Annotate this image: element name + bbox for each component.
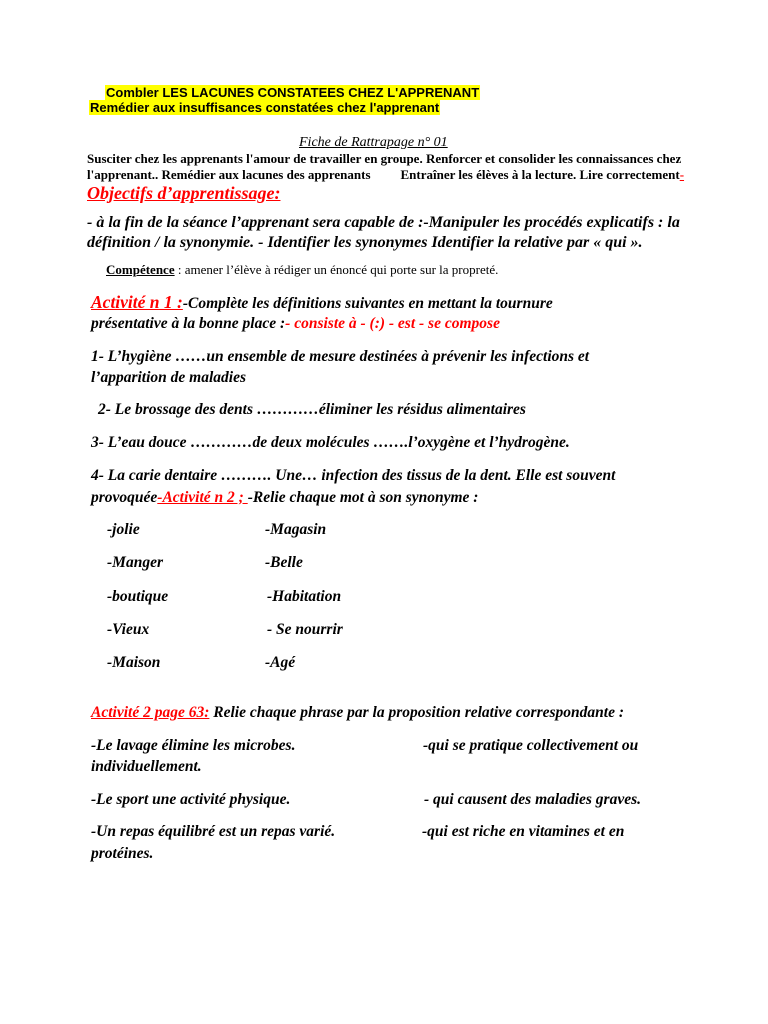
activite1-instruction-2: présentative à la bonne place :- consiste à - (:) - est - se compose <box>91 315 500 332</box>
synonym-left-3: -boutique <box>107 588 169 605</box>
objectifs-line-2: définition / la synonymie. - Identifier les synonymes Identifier la relative par « qui ». <box>87 234 643 251</box>
relative-right-2: - qui causent des maladies graves. <box>424 791 641 808</box>
activite1-options: - consiste à - (:) - est - se compose <box>285 315 500 332</box>
objectifs-line-1: - à la fin de la séance l’apprenant sera capable de :-Manipuler les procédés explicatifs : la <box>87 214 680 231</box>
activite1-item-4-cont: provoquée-Activité n 2 ; -Relie chaque mot à son synonyme : <box>91 489 479 506</box>
header-line-2: Remédier aux insuffisances constatées chez l'apprenant <box>90 100 440 115</box>
activite1-item-2: 2- Le brossage des dents …………éliminer les résidus alimentaires <box>98 401 526 418</box>
competence-label: Compétence <box>106 262 175 277</box>
activite2-instruction: -Relie chaque mot à son synonyme : <box>247 489 479 506</box>
competence-text: : amener l’élève à rédiger un énoncé qui porte sur la propreté. <box>174 262 499 277</box>
activite3-heading <box>91 703 624 723</box>
activite1-item-4: 4- La carie dentaire ………. Une… infection des tissus de la dent. Elle est souvent <box>91 467 616 484</box>
relative-right-1-cont: individuellement. <box>91 758 202 775</box>
competence <box>106 261 498 278</box>
activite1-item-1-cont: l’apparition de maladies <box>91 369 246 386</box>
synonym-right-1: -Magasin <box>265 521 327 538</box>
synonym-left-4: -Vieux <box>107 621 150 638</box>
activite1-item-3: 3- L’eau douce …………de deux molécules …….l’oxygène et l’hydrogène. <box>91 434 570 451</box>
activite1-label: Activité n 1 : <box>91 292 183 312</box>
intro-line-2: l'apprenant.. Remédier aux lacunes des apprenants Entraîner les élèves à la lecture. Lire correctement- <box>87 167 685 182</box>
synonym-right-5: -Agé <box>265 654 296 671</box>
relative-right-3-cont: protéines. <box>91 845 154 862</box>
synonym-right-3: -Habitation <box>267 588 342 605</box>
synonym-left-1: -jolie <box>107 521 140 538</box>
synonym-right-4: - Se nourrir <box>267 621 343 638</box>
relative-left-3: -Un repas équilibré est un repas varié. <box>91 823 336 840</box>
synonym-right-2: -Belle <box>265 554 303 571</box>
synonym-left-2: -Manger <box>107 554 163 571</box>
header-line-1: Combler LES LACUNES CONSTATEES CHEZ L'APPRENANT <box>106 85 480 100</box>
objectifs-title: Objectifs d’apprentissage: <box>87 183 281 203</box>
relative-right-1: -qui se pratique collectivement ou <box>423 737 639 754</box>
activite1-heading: Activité n 1 :-Complète les définitions suivantes en mettant la tournure <box>91 292 553 312</box>
relative-right-3: -qui est riche en vitamines et en <box>422 823 625 840</box>
fiche-title: Fiche de Rattrapage n° 01 <box>299 135 448 150</box>
activite3-instruction: Relie chaque phrase par la proposition relative correspondante : <box>209 704 624 721</box>
intro-line-1: Susciter chez les apprenants l'amour de travailler en groupe. Renforcer et consolider les connaissances chez <box>87 151 682 166</box>
relative-left-1: -Le lavage élimine les microbes. <box>91 737 296 754</box>
relative-left-2: -Le sport une activité physique. <box>91 791 291 808</box>
activite3-label: Activité 2 page 63: <box>91 704 210 721</box>
activite2-label: -Activité n 2 ; <box>157 489 248 506</box>
activite1-item-1: 1- L’hygiène ……un ensemble de mesure destinées à prévenir les infections et <box>91 348 590 365</box>
synonym-left-5: -Maison <box>107 654 161 671</box>
